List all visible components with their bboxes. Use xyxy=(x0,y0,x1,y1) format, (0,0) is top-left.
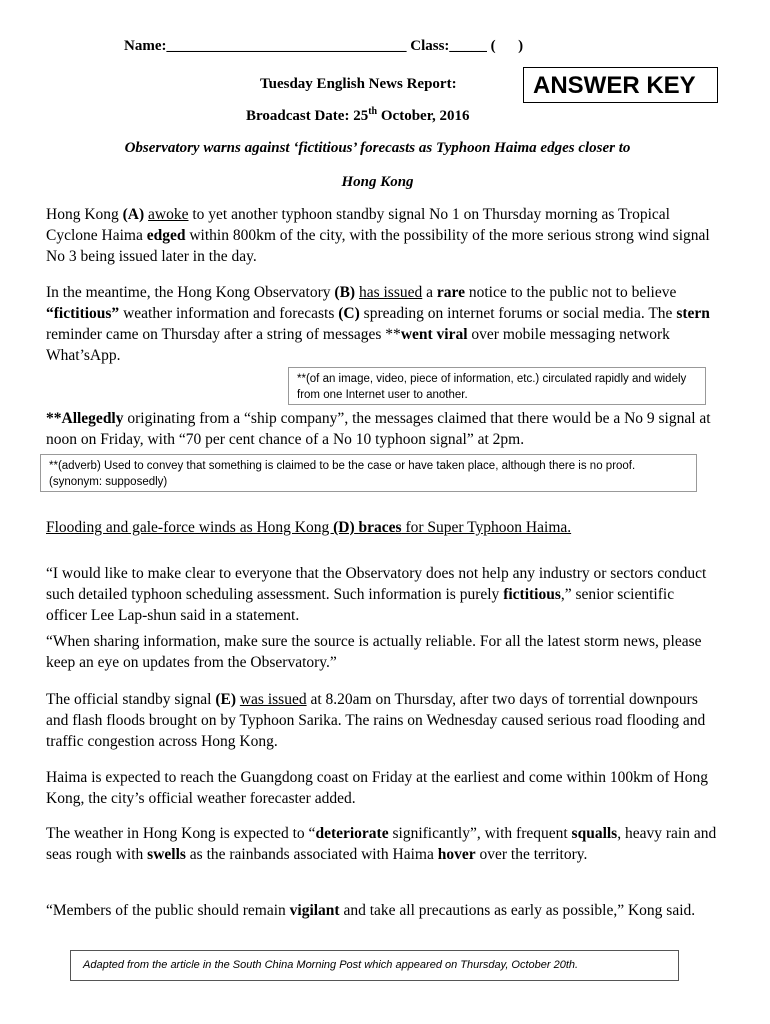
paragraph-8: The weather in Hong Kong is expected to “deteriorate significantly”, with frequent squalls, heavy rain and seas rough with swells as the rainbands associated with Haima hover over the territory. xyxy=(46,825,717,863)
headline-line-2: Hong Kong xyxy=(341,174,414,190)
report-title: Tuesday English News Report: xyxy=(260,76,457,92)
paragraph-2: In the meantime, the Hong Kong Observatory (B) has issued a rare notice to the public not to believe “fictitious” weather information and forecasts (C) spreading on internet forums or social media. The stern reminder came on Thursday after a string of messages **went viral over mobile messaging network What’sApp. xyxy=(46,284,710,364)
paragraph-6: The official standby signal (E) was issued at 8.20am on Thursday, after two days of torrential downpours and flash floods brought on by Typhoon Sarika. The rains on Wednesday caused serious road flooding and traffic congestion across Hong Kong. xyxy=(46,691,706,750)
paragraph-7: Haima is expected to reach the Guangdong coast on Friday at the earliest and come within 100km of Hong Kong, the city’s official weather forecaster added. xyxy=(46,769,709,807)
subheading: Flooding and gale-force winds as Hong Kong (D) braces for Super Typhoon Haima. xyxy=(46,519,572,536)
vocab-note-allegedly: **(adverb) Used to convey that something is claimed to be the case or have taken place, although there is no proof. (synonym: supposedly) xyxy=(40,454,697,492)
name-class-line: Name:________________________________ Class:_____ ( ) xyxy=(124,38,524,54)
answer-key-box: ANSWER KEY xyxy=(523,67,718,103)
source-attribution: Adapted from the article in the South China Morning Post which appeared on Thursday, October 20th. xyxy=(70,950,679,981)
paragraph-4: “I would like to make clear to everyone that the Observatory does not help any industry or sectors conduct such detailed typhoon scheduling assessment. Such information is purely fictitious,” senior scientific officer Lee Lap-shun said in a statement. xyxy=(46,565,707,624)
broadcast-date: Broadcast Date: 25th October, 2016 xyxy=(246,106,470,124)
vocab-note-went-viral: **(of an image, video, piece of information, etc.) circulated rapidly and widely from one Internet user to another. xyxy=(288,367,706,405)
paragraph-5: “When sharing information, make sure the source is actually reliable. For all the latest storm news, please keep an eye on updates from the Observatory.” xyxy=(46,633,702,671)
headline-line-1: Observatory warns against ‘fictitious’ forecasts as Typhoon Haima edges closer to xyxy=(124,140,631,156)
paragraph-3: **Allegedly originating from a “ship company”, the messages claimed that there would be a No 9 signal at noon on Friday, with “70 per cent chance of a No 10 typhoon signal” at 2pm. xyxy=(46,410,711,448)
paragraph-1: Hong Kong (A) awoke to yet another typhoon standby signal No 1 on Thursday morning as Tropical Cyclone Haima edged within 800km of the city, with the possibility of the more serious strong wind signal No 3 being issued later in the day. xyxy=(46,206,710,265)
paragraph-9: “Members of the public should remain vigilant and take all precautions as early as possible,” Kong said. xyxy=(46,902,696,919)
